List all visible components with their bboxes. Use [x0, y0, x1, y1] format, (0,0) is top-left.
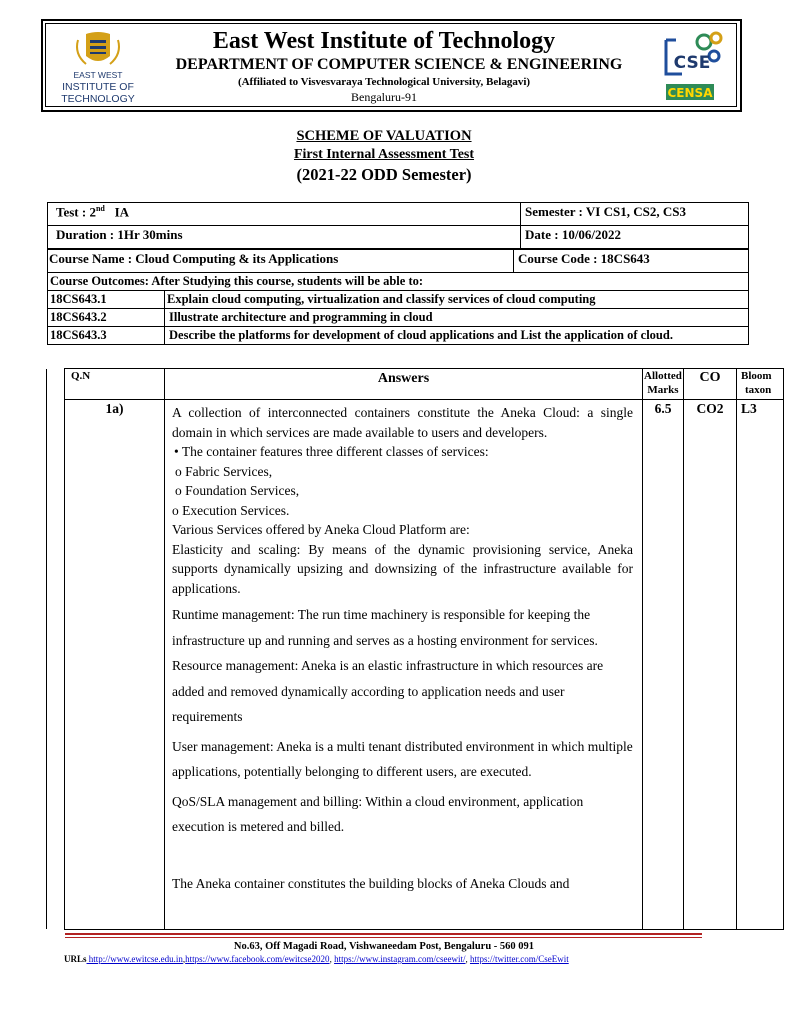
- cse-censa-logo: [652, 30, 728, 102]
- answer-para-intro: A collection of interconnected containers constitute the Aneka Cloud: a single domain in which services are made available to users and developers.: [172, 405, 633, 440]
- outcome-code: 18CS643.1: [48, 291, 165, 309]
- header-qn: Q.N: [65, 369, 165, 400]
- department-name: DEPARTMENT OF COMPUTER SCIENCE & ENGINEERING: [175, 56, 623, 73]
- answer-sub-item: o Fabric Services,: [175, 463, 273, 479]
- test-sup: nd: [95, 204, 105, 213]
- twitter-link[interactable]: https://twitter.com/CseEwit: [469, 954, 569, 964]
- course-outcome: CO2: [684, 400, 737, 930]
- outcomes-heading: Course Outcomes: After Studying this course, students will be able to:: [48, 273, 749, 291]
- website-link[interactable]: http://www.ewitcse.edu.in: [86, 954, 183, 964]
- outcome-code: 18CS643.3: [48, 327, 165, 345]
- outcome-text: Explain cloud computing, virtualization and classify services of cloud computing: [165, 291, 749, 309]
- answer-sub-item: o Execution Services.: [172, 502, 290, 518]
- course-code-cell: Course Code : 18CS643: [514, 250, 749, 273]
- answer-para-user-mgmt: User management: Aneka is a multi tenant distributed environment in which multiple applications, potentially belonging to different users, are executed.: [172, 738, 633, 779]
- logo-text-line2: INSTITUTE OF: [62, 81, 134, 93]
- footer-address: No.63, Off Magadi Road, Vishwaneedam Post, Bengaluru - 560 091: [233, 941, 535, 952]
- answer-para-container: The Aneka container constitutes the building blocks of Aneka Clouds and: [172, 875, 570, 891]
- logo-cse-text: CSE: [673, 53, 711, 73]
- answer-para-runtime: Runtime management: The run time machinery is responsible for keeping the infrastructure up and running and serves as a hosting environment for services. Resource management: Aneka is an elastic infrastructure in which resources are added and removed dynamically according to application needs and user requirements: [172, 607, 604, 724]
- outcome-text: Illustrate architecture and programming in cloud: [165, 309, 749, 327]
- bloom-level: L3: [737, 400, 784, 930]
- outcome-code: 18CS643.2: [48, 309, 165, 327]
- header-bloom: [737, 369, 784, 400]
- affiliation: (Affiliated to Visvesvaraya Technological University, Belagavi): [237, 76, 531, 88]
- answer-para-services: Various Services offered by Aneka Cloud Platform are:: [172, 522, 470, 537]
- semester-title: (2021-22 ODD Semester): [296, 165, 472, 184]
- answers-table: [64, 368, 784, 930]
- header-bloom-line1: Bloom: [741, 370, 772, 382]
- course-outcomes-table: [47, 272, 749, 345]
- header-marks: [643, 369, 684, 400]
- instagram-link[interactable]: https://www.instagram.com/cseewit/: [334, 954, 466, 964]
- city: Bengaluru-91: [351, 90, 417, 104]
- header-co: CO: [684, 369, 737, 400]
- urls-label: URLs: [64, 954, 87, 964]
- date-cell: Date : 10/06/2022: [521, 226, 749, 249]
- answer-sub-item: o Foundation Services,: [175, 483, 300, 498]
- footer-urls: URLs http://www.ewitcse.edu.in,https://www.facebook.com/ewitcse2020, https://www.instagram.com/cseewit/, https://twitter.com/CseEwit: [64, 954, 569, 964]
- course-info-table: [47, 249, 749, 273]
- answer-bullet: • The container features three different classes of services:: [174, 444, 489, 459]
- question-number: 1a): [65, 400, 165, 930]
- logo-text-line3: TECHNOLOGY: [61, 93, 135, 105]
- course-name-cell: Course Name : Cloud Computing & its Applications: [48, 250, 514, 273]
- header-bloom-line2: taxon: [745, 384, 772, 396]
- answer-para-qos: QoS/SLA management and billing: Within a cloud environment, application execution is metered and billed.: [172, 793, 584, 834]
- test-suffix: IA: [114, 204, 130, 220]
- answer-body: [166, 401, 641, 893]
- semester-cell: Semester : VI CS1, CS2, CS3: [521, 203, 749, 226]
- test-label: Test : 2: [56, 204, 96, 220]
- header-marks-line2: Marks: [647, 384, 679, 396]
- logo-text-line1: EAST WEST: [73, 70, 123, 80]
- answer-cell: [165, 400, 643, 930]
- outcome-text: Describe the platforms for development of cloud applications and List the application of cloud.: [165, 327, 749, 345]
- footer-rule-thin: [65, 937, 702, 938]
- answer-para-elasticity: Elasticity and scaling: By means of the dynamic provisioning service, Aneka supports dynamically upsizing and downsizing of the infrastructure available for applications.: [172, 541, 633, 596]
- footer-rule: [65, 933, 702, 935]
- institute-name: East West Institute of Technology: [212, 28, 556, 54]
- facebook-link[interactable]: https://www.facebook.com/ewitcse2020: [185, 954, 330, 964]
- scheme-title: SCHEME OF VALUATION: [296, 128, 472, 144]
- logo-censa-text: CENSA: [667, 86, 713, 100]
- header-marks-line1: Allotted: [644, 370, 682, 382]
- test-info-table: [47, 202, 749, 249]
- header-answers: Answers: [165, 369, 643, 400]
- test-cell: [48, 203, 521, 226]
- allotted-marks: 6.5: [643, 400, 684, 930]
- duration-cell: Duration : 1Hr 30mins: [48, 226, 521, 249]
- margin-rule: [46, 369, 47, 929]
- test-title: First Internal Assessment Test: [293, 147, 475, 162]
